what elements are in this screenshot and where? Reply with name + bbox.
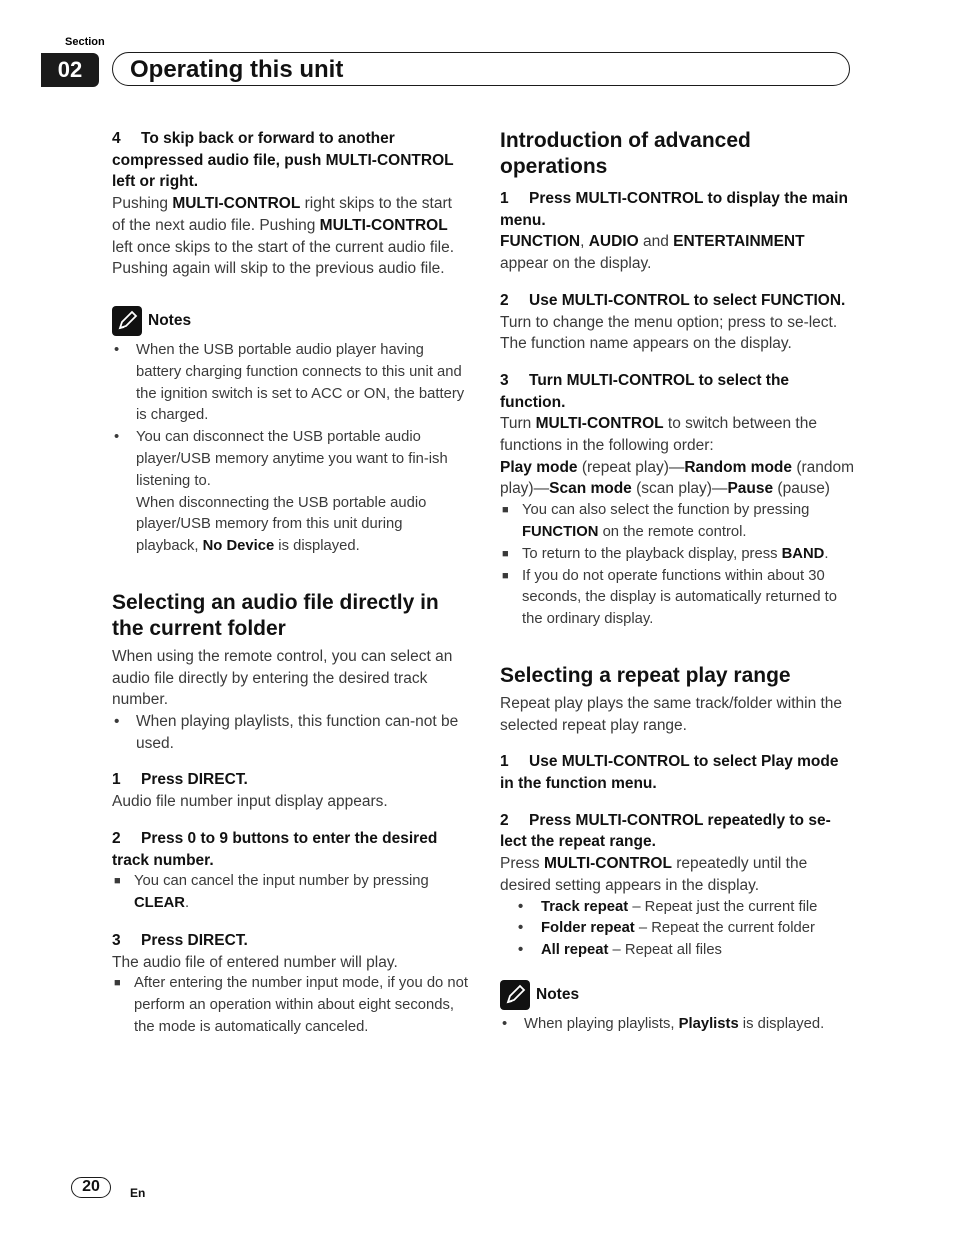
notes-header [112, 306, 468, 336]
step-3-body: The audio file of entered number will play. [112, 953, 398, 971]
pencil-note-icon [500, 980, 530, 1010]
repeat-intro: Repeat play plays the same track/folder within the selected repeat play range. [500, 694, 843, 734]
step-1-body: FUNCTION, AUDIO and ENTERTAINMENT appear on the display. [500, 233, 805, 273]
notes-header [500, 980, 856, 1010]
step-3-heading: 3 Press DIRECT. [112, 931, 248, 949]
repeat-option: • All repeat – Repeat all files [518, 942, 722, 959]
function-order: Play mode (repeat play)—Random mode (random play)—Scan mode (scan play)—Pause (pause) [500, 458, 855, 498]
step-4-body: Pushing MULTI-CONTROL right skips to the start of the next audio file. Pushing MULTI-CONTROL left once skips to the start of the current audio file. Pushing again will skip to the previous audio file. [112, 195, 455, 278]
step-2-note: ■ You can cancel the input number by pressing CLEAR. [114, 873, 429, 912]
section-label: Section [65, 36, 105, 48]
right-column [500, 128, 856, 1036]
step-1-heading: 1 Press DIRECT. [112, 771, 248, 789]
notes-label: Notes [536, 985, 580, 1003]
section-number-badge: 02 [41, 53, 99, 87]
note-item: • You can disconnect the USB portable audio player/USB memory anytime you want to fin-ish listening to. [114, 429, 448, 489]
left-column [112, 128, 468, 1039]
step-3-note: ■ After entering the number input mode, if you do not perform an operation within about eight seconds, the mode is automatically canceled. [114, 975, 468, 1035]
step-1-body: Audio file number input display appears. [112, 793, 388, 811]
step-1-heading: 1 Press MULTI-CONTROL to display the main menu. [500, 190, 848, 229]
step-2-heading: 2 Use MULTI-CONTROL to select FUNCTION. [500, 291, 846, 309]
select-intro: When using the remote control, you can select an audio file directly by entering the desired track number. [112, 647, 453, 709]
select-bullet: • When playing playlists, this function can-not be used. [114, 713, 459, 752]
note-item-continued: When disconnecting the USB portable audio player/USB memory from this unit during playback, No Device is displayed. [136, 494, 427, 555]
step-3-note: ■ You can also select the function by pressing FUNCTION on the remote control. [502, 502, 810, 540]
repeat-option: • Track repeat – Repeat just the current file [518, 898, 818, 915]
pencil-note-icon [112, 306, 142, 336]
heading-select-audio-file: Selecting an audio file directly in the current folder [112, 590, 439, 640]
step-3-heading: 3 Turn MULTI-CONTROL to select the function. [500, 371, 790, 411]
page-number: 20 [71, 1177, 111, 1198]
repeat-step-2-heading: 2 Press MULTI-CONTROL repeatedly to se-lect the repeat range. [500, 811, 831, 851]
heading-advanced-operations: Introduction of advanced operations [500, 129, 751, 178]
step-2-body: Turn to change the menu option; press to se-lect. [500, 313, 838, 331]
note-item: • When the USB portable audio player having battery charging function connects to this unit and the ignition switch is set to ACC or ON, the battery is charged. [114, 341, 465, 424]
step-3-note: ■ To return to the playback display, press BAND. [502, 545, 829, 562]
heading-repeat-play-range: Selecting a repeat play range [500, 663, 791, 687]
repeat-step-2-body: Press MULTI-CONTROL repeatedly until the desired setting appears in the display. [500, 855, 808, 894]
note-item: • When playing playlists, Playlists is displayed. [502, 1015, 825, 1032]
step-2-body: The function name appears on the display. [500, 335, 792, 353]
step-3-body: Turn MULTI-CONTROL to switch between the functions in the following order: [500, 415, 817, 455]
step-4-heading: 4 To skip back or forward to another compressed audio file, push MULTI-CONTROL left or right. [112, 130, 454, 191]
step-2-heading: 2 Press 0 to 9 buttons to enter the desired track number. [112, 829, 438, 869]
step-3-note: ■ If you do not operate functions within about 30 seconds, the display is automatically returned to the ordinary display. [502, 567, 838, 628]
notes-label: Notes [148, 311, 192, 329]
repeat-option: • Folder repeat – Repeat the current folder [518, 920, 815, 937]
page-title: Operating this unit [130, 56, 344, 83]
language-code: En [130, 1186, 146, 1200]
repeat-step-1-heading: 1 Use MULTI-CONTROL to select Play mode in the function menu. [500, 753, 839, 793]
